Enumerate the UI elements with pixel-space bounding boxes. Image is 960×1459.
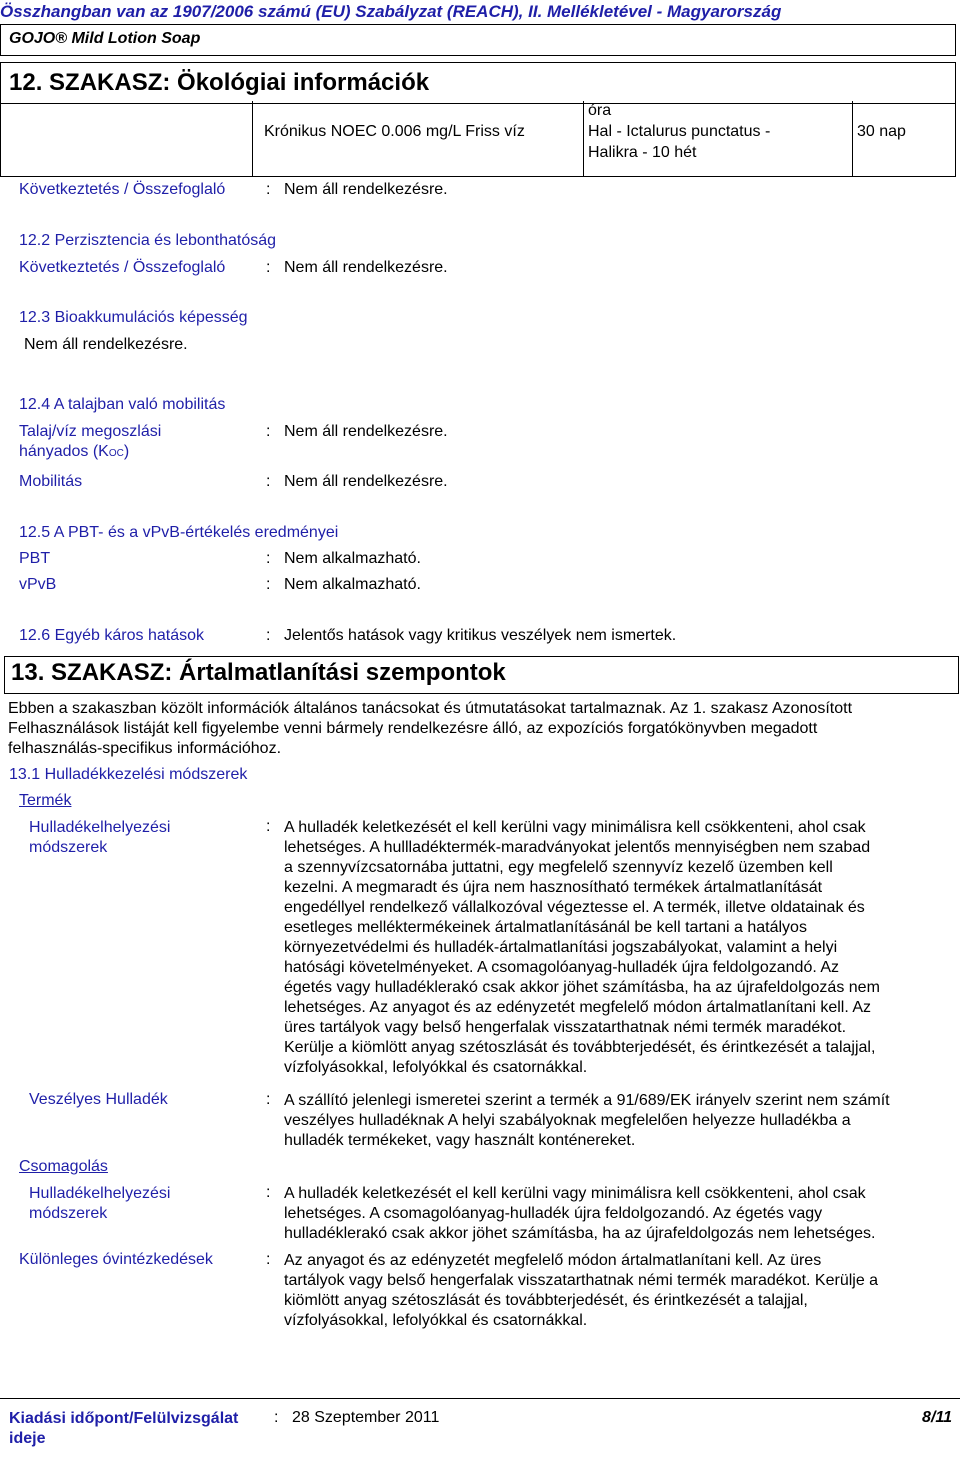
mobility-heading: 12.4 A talajban való mobilitás — [19, 396, 226, 413]
colon: : — [266, 1251, 271, 1268]
conclusion-value: Nem áll rendelkezésre. — [284, 181, 448, 198]
other-effects-value: Jelentős hatások vagy kritikus veszélyek nem ismertek. — [284, 627, 677, 644]
colon: : — [266, 1091, 271, 1108]
section-12-title: 12. SZAKASZ: Ökológiai információk — [9, 69, 430, 96]
table-cell-result — [253, 101, 584, 177]
intro-line: Felhasználások listáját kell figyelembe venni bármely rendelkezésre álló, az expozíciós forgatókönyvben megadott — [8, 720, 818, 737]
pbt-value: Nem alkalmazható. — [284, 550, 421, 567]
species-line-2: Hal - Ictalurus punctatus - — [588, 123, 771, 140]
vpvb-value: Nem alkalmazható. — [284, 576, 421, 593]
section-13-intro — [8, 699, 956, 759]
intro-line: felhasználás-specifikus információhoz. — [8, 740, 282, 757]
colon: : — [266, 576, 271, 593]
persistence-conclusion-label: Következtetés / Összefoglaló — [19, 259, 226, 276]
table-cell-species — [584, 101, 853, 177]
colon: : — [266, 259, 271, 276]
waste-treatment-heading: 13.1 Hulladékkezelési módszerek — [9, 766, 248, 783]
exposure-text: 30 nap — [857, 123, 906, 140]
mobility-value: Nem áll rendelkezésre. — [284, 473, 448, 490]
issue-date-value: 28 Szeptember 2011 — [292, 1409, 440, 1426]
section-12-title-box — [0, 62, 956, 104]
bioaccumulation-heading: 12.3 Bioakkumulációs képesség — [19, 309, 248, 326]
bioaccumulation-value: Nem áll rendelkezésre. — [24, 336, 188, 353]
colon: : — [266, 473, 271, 490]
hazardous-waste-label: Veszélyes Hulladék — [29, 1091, 168, 1108]
special-precautions-text: Az anyagot és az edényzetét megfelelő módon ártalmatlanítani kell. Az üres tartályok vagy belső hengerfalak visszatarthatnak némi termék maradékot. Kerülje a kiömlött anyag szétoszlását és továbbterjedését, és érintkezését a talajjal, vízfolyásokkal, lefolyókkal és csatornákkal. — [284, 1252, 879, 1329]
persistence-heading: 12.2 Perzisztencia és lebonthatóság — [19, 232, 277, 249]
pbt-label: PBT — [19, 550, 51, 567]
colon: : — [266, 181, 271, 198]
intro-line: Ebben a szakaszban közölt információk általános tanácsokat és útmutatásokat tartalmaznak. Az 1. szakasz Azonosított — [8, 700, 853, 717]
disposal-methods-label: Hulladékelhelyezési módszerek — [29, 819, 171, 856]
product-name-box — [0, 24, 956, 56]
pbt-heading: 12.5 A PBT- és a vPvB-értékelés eredményei — [19, 524, 339, 541]
result-text: Krónikus NOEC 0.006 mg/L Friss víz — [264, 123, 525, 140]
koc-value: Nem áll rendelkezésre. — [284, 423, 448, 440]
disposal-methods-text: A hulladék keletkezését el kell kerülni vagy minimálisra kell csökkenteni, ahol csak lehetséges. A hullladéktermék-maradványokat jelentős mennyiségben nem szabad a szennyvízcsatornába juttatni, egy megfelelő szennyvíz kezelő üzemben kell kezelni. A megmaradt és újra nem hasznosítható termékek ártalmatlanítását engedéllyel rendelkező vállalkozóval végeztesse el. A termék, illetve oldatainak és esetleges melléktermékeinek ártalmatlanításánál be kell tartani a hatályos környezetvédelmi és hulladék-ártalmatlanítási jogszabályokat, valamint a helyi hatósági követelményeket. A csomagolóanyag-hulladék újra feldolgozandó. Az égetés vagy hulladéklerakó csak akkor jöhet számításba, ha az újrafeldolgozás nem lehetséges. Az anyagot és az edényzetét megfelelő módon ártalmatlanítani kell. Az üres tartályok vagy belső hengerfalak visszatarthatnak némi termék maradékot. Kerülje a kiömlött anyag szétoszlását és továbbterjedését, és érintkezését a talajjal, vízfolyásokkal, lefolyókkal és csatornákkal. — [284, 819, 880, 1076]
koc-label-line-1: Talaj/víz megoszlási — [19, 423, 162, 440]
colon: : — [266, 1184, 271, 1201]
product-heading: Termék — [19, 792, 72, 809]
ecotoxicity-table — [0, 101, 956, 177]
conclusion-label: Következtetés / Összefoglaló — [19, 181, 226, 198]
special-precautions-label: Különleges óvintézkedések — [19, 1251, 213, 1268]
packaging-disposal-text: A hulladék keletkezését el kell kerülni vagy minimálisra kell csökkenteni, ahol csak lehetséges. A csomagolóanyag-hulladék újra feldolgozandó. Az égetés vagy hulladéklerakó csak akkor jöhet számításba, ha az újrafeldolgozás nem lehetséges. — [284, 1185, 876, 1242]
colon: : — [266, 818, 271, 835]
species-line-1: óra — [588, 102, 612, 119]
section-13-title: 13. SZAKASZ: Ártalmatlanítási szempontok — [11, 659, 506, 686]
packaging-disposal-label: Hulladékelhelyezési módszerek — [29, 1185, 171, 1222]
vpvb-label: vPvB — [19, 576, 57, 593]
koc-label-line-2: hányados (KOC) — [19, 443, 130, 460]
table-cell-exposure — [853, 101, 956, 177]
colon: : — [266, 550, 271, 567]
persistence-conclusion-value: Nem áll rendelkezésre. — [284, 259, 448, 276]
colon: : — [274, 1409, 279, 1426]
packaging-heading: Csomagolás — [19, 1158, 108, 1175]
table-cell-name — [1, 101, 253, 177]
footer-divider — [0, 1398, 960, 1399]
table-row — [1, 101, 956, 177]
hazardous-waste-text: A szállító jelenlegi ismeretei szerint a termék a 91/689/EK irányelv szerint nem számít veszélyes hulladéknak A helyi szabályoknak megfelelően helyezze hulladékba a hulladék termékeket, vagy használt konténereket. — [284, 1092, 890, 1149]
colon: : — [266, 423, 271, 440]
other-effects-heading: 12.6 Egyéb káros hatások — [19, 627, 205, 644]
species-line-3: Halikra - 10 hét — [588, 144, 697, 161]
colon: : — [266, 627, 271, 644]
page-number: 8/11 — [922, 1409, 952, 1426]
mobility-label: Mobilitás — [19, 473, 83, 490]
section-13-title-box — [4, 656, 959, 694]
regulation-title: Összhangban van az 1907/2006 számú (EU) Szabályzat (REACH), II. Mellékletével - Magyarország — [0, 2, 782, 21]
product-name: GOJO® Mild Lotion Soap — [9, 30, 201, 47]
issue-date-label: Kiadási időpont/Felülvizsgálat ideje — [9, 1410, 239, 1447]
